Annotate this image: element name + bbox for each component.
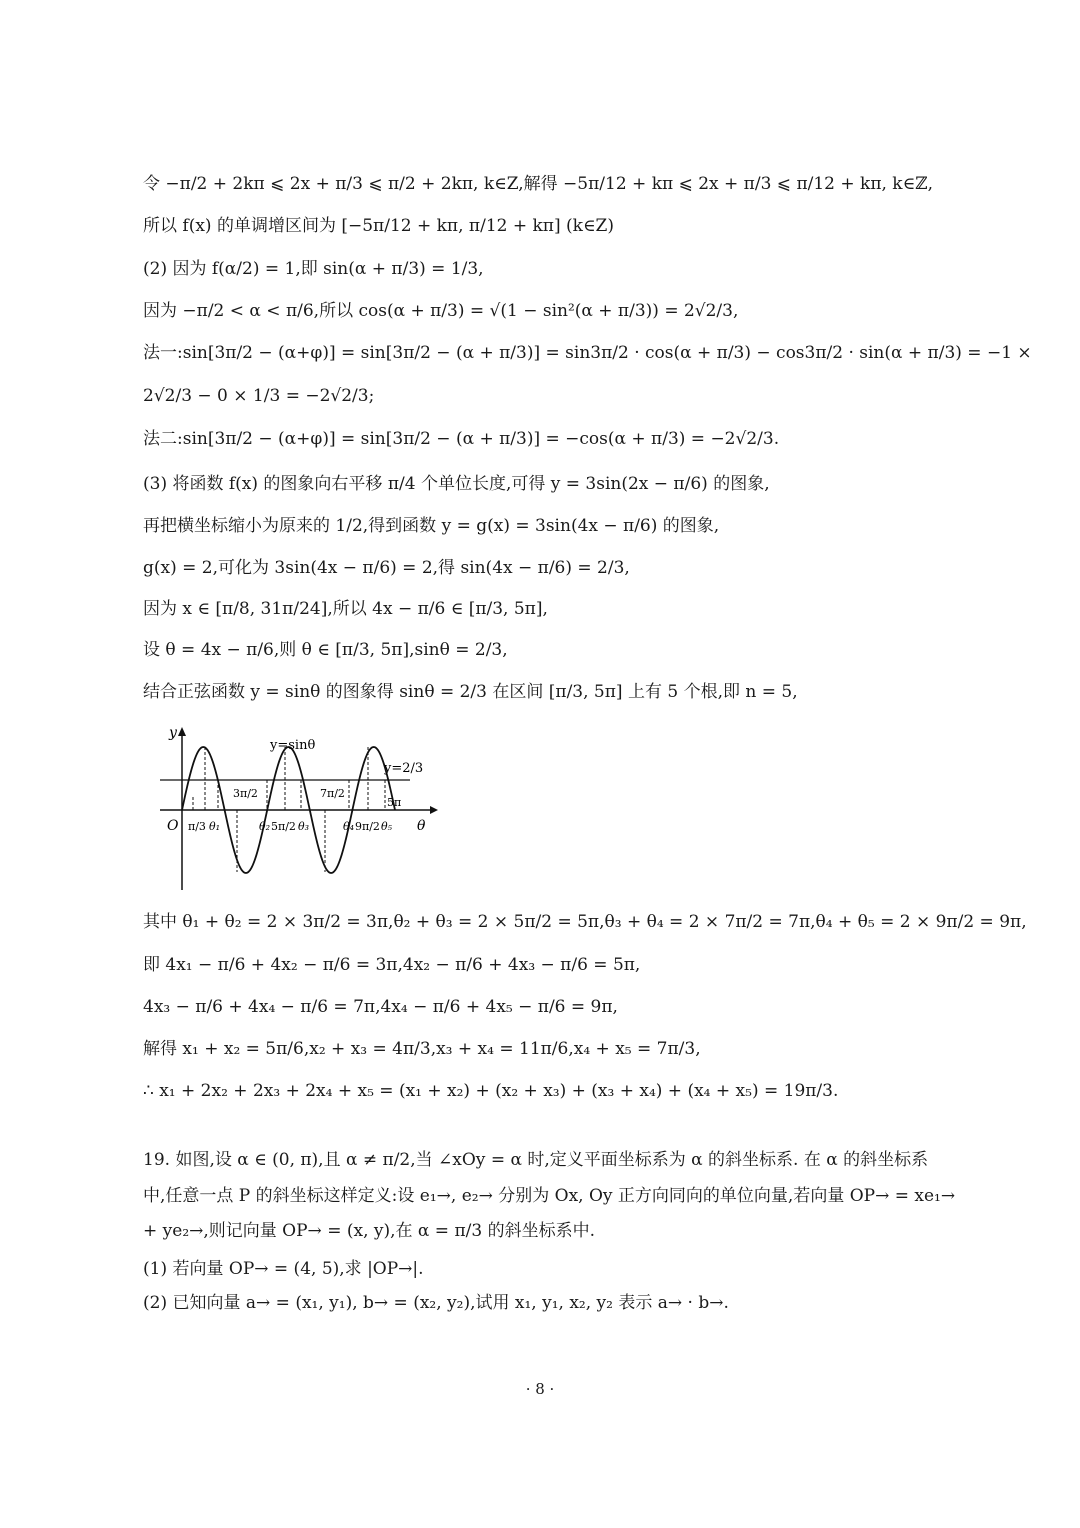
after-line-5: ∴ x₁ + 2x₂ + 2x₃ + 2x₄ + x₅ = (x₁ + x₂) + (x₂ + x₃) + (x₃ + x₄) + (x₄ + x₅) = 19π/3. bbox=[143, 1081, 839, 1101]
theta-axis-label: θ bbox=[417, 818, 426, 834]
question-line-3: + ye₂→,则记向量 OP→ = (x, y),在 α = π/3 的斜坐标系中. bbox=[143, 1221, 595, 1241]
solution-line-11: 因为 x ∈ [π/8, 31π/24],所以 4x − π/6 ∈ [π/3, 5π], bbox=[143, 599, 548, 619]
solution-line-6: 2√2/3 − 0 × 1/3 = −2√2/3; bbox=[143, 386, 375, 406]
after-line-2: 即 4x₁ − π/6 + 4x₂ − π/6 = 3π,4x₂ − π/6 + 4x₃ − π/6 = 5π, bbox=[143, 955, 641, 975]
solution-line-9: 再把横坐标缩小为原来的 1/2,得到函数 y = g(x) = 3sin(4x − π/6) 的图象, bbox=[143, 516, 720, 536]
tick-pi-3: π/3 bbox=[188, 820, 206, 833]
theta5-label: θ₅ bbox=[381, 820, 393, 833]
question-line-4: (1) 若向量 OP→ = (4, 5),求 |OP→|. bbox=[143, 1259, 424, 1279]
solution-line-10: g(x) = 2,可化为 3sin(4x − π/6) = 2,得 sin(4x − π/6) = 2/3, bbox=[143, 558, 630, 578]
sine-figure bbox=[155, 722, 445, 901]
solution-line-2: 所以 f(x) 的单调增区间为 [−5π/12 + kπ, π/12 + kπ] (k∈Z) bbox=[143, 216, 614, 236]
tick-5pi: 5π bbox=[387, 796, 402, 809]
theta1-label: θ₁ bbox=[209, 820, 221, 833]
solution-line-12: 设 θ = 4x − π/6,则 θ ∈ [π/3, 5π],sinθ = 2/3, bbox=[143, 640, 508, 660]
solution-line-3: (2) 因为 f(α/2) = 1,即 sin(α + π/3) = 1/3, bbox=[143, 259, 484, 279]
y-axis-label: y bbox=[169, 725, 177, 741]
solution-line-8: (3) 将函数 f(x) 的图象向右平移 π/4 个单位长度,可得 y = 3sin(2x − π/6) 的图象, bbox=[143, 474, 770, 494]
after-line-1: 其中 θ₁ + θ₂ = 2 × 3π/2 = 3π,θ₂ + θ₃ = 2 × 5π/2 = 5π,θ₃ + θ₄ = 2 × 7π/2 = 7π,θ₄ + θ₅ = 2 × 9π/2 = 9π, bbox=[143, 912, 1027, 932]
tick-9pi-2: 9π/2 bbox=[355, 820, 380, 833]
page-number: · 8 · bbox=[525, 1380, 555, 1398]
question-line-5: (2) 已知向量 a→ = (x₁, y₁), b→ = (x₂, y₂),试用 x₁, y₁, x₂, y₂ 表示 a→ · b→. bbox=[143, 1293, 729, 1313]
sine-graph bbox=[155, 722, 445, 897]
theta3-label: θ₃ bbox=[298, 820, 310, 833]
origin-label: O bbox=[167, 818, 179, 834]
solution-line-7: 法二:sin[3π/2 − (α+φ)] = sin[3π/2 − (α + π/3)] = −cos(α + π/3) = −2√2/3. bbox=[143, 429, 780, 449]
question-line-2: 中,任意一点 P 的斜坐标这样定义:设 e₁→, e₂→ 分别为 Ox, Oy 正方向同向的单位向量,若向量 OP→ = xe₁→ bbox=[143, 1186, 956, 1206]
solution-line-4: 因为 −π/2 < α < π/6,所以 cos(α + π/3) = √(1 − sin²(α + π/3)) = 2√2/3, bbox=[143, 301, 739, 321]
solution-line-5: 法一:sin[3π/2 − (α+φ)] = sin[3π/2 − (α + π/3)] = sin3π/2 · cos(α + π/3) − cos3π/2 · sin(α + π/3) = −1 × bbox=[143, 343, 1032, 363]
theta4-label: θ₄ bbox=[343, 820, 355, 833]
tick-3pi-2: 3π/2 bbox=[233, 787, 258, 800]
y-axis-arrow-icon bbox=[178, 727, 186, 736]
question-line-1: 19. 如图,设 α ∈ (0, π),且 α ≠ π/2,当 ∠xOy = α 时,定义平面坐标系为 α 的斜坐标系. 在 α 的斜坐标系 bbox=[143, 1150, 929, 1170]
after-line-4: 解得 x₁ + x₂ = 5π/6,x₂ + x₃ = 4π/3,x₃ + x₄ = 11π/6,x₄ + x₅ = 7π/3, bbox=[143, 1039, 701, 1059]
tick-7pi-2: 7π/2 bbox=[320, 787, 345, 800]
hline-label: y=2/3 bbox=[384, 761, 424, 776]
solution-line-1: 令 −π/2 + 2kπ ⩽ 2x + π/3 ⩽ π/2 + 2kπ, k∈Z,解得 −5π/12 + kπ ⩽ 2x + π/3 ⩽ π/12 + kπ, k∈ℤ, bbox=[143, 174, 934, 194]
solution-line-13: 结合正弦函数 y = sinθ 的图象得 sinθ = 2/3 在区间 [π/3, 5π] 上有 5 个根,即 n = 5, bbox=[143, 682, 798, 702]
after-line-3: 4x₃ − π/6 + 4x₄ − π/6 = 7π,4x₄ − π/6 + 4x₅ − π/6 = 9π, bbox=[143, 997, 618, 1017]
theta2-label: θ₂ bbox=[259, 820, 271, 833]
curve-label: y=sinθ bbox=[270, 738, 316, 753]
theta-axis-arrow-icon bbox=[430, 806, 438, 814]
tick-5pi-2: 5π/2 bbox=[271, 820, 296, 833]
